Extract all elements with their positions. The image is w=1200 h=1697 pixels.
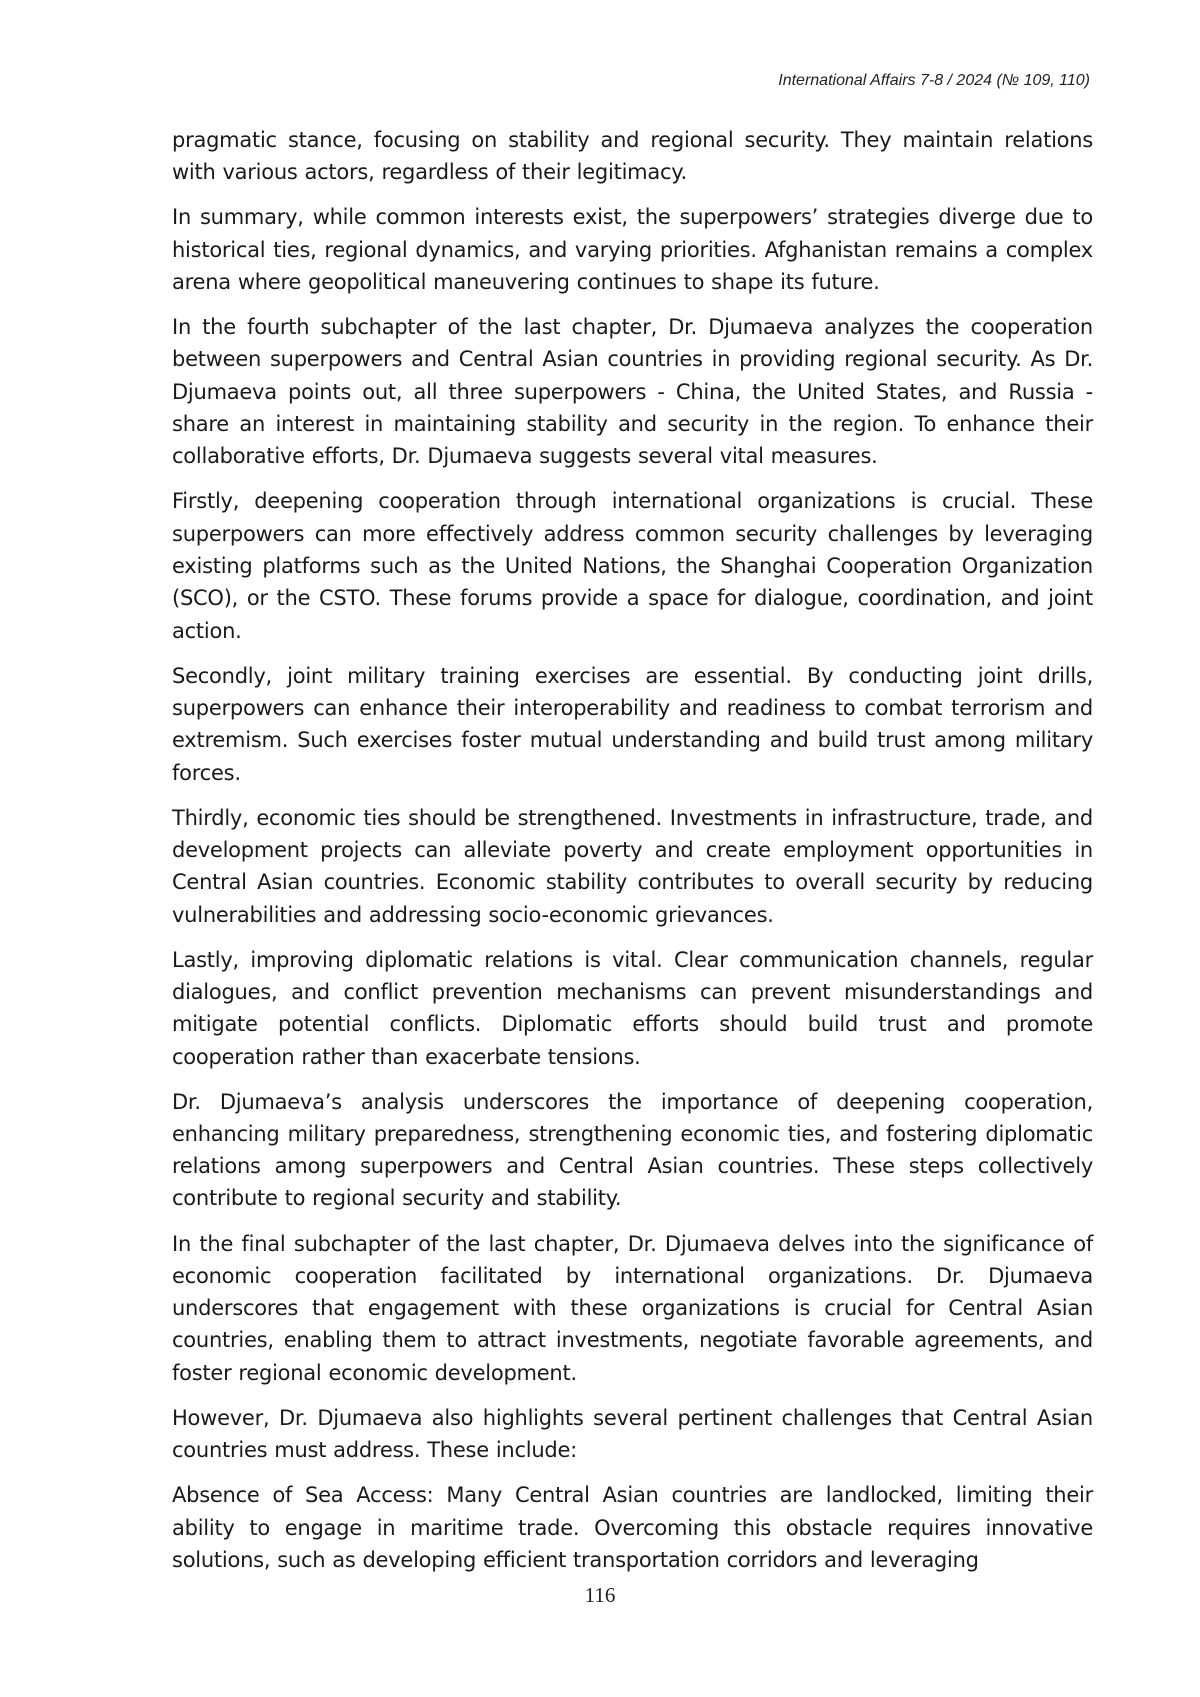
running-header: International Affairs 7-8 / 2024 (№ 109, 110) [778,72,1090,89]
paragraph: In the fourth subchapter of the last chapter, Dr. Djumaeva analyzes the cooperation between superpowers and Central Asian countries in providing regional security. As Dr. Djumaeva points out, all three superpowers - China, the United States, and Russia - share an interest in maintaining stability and security in the region. To enhance their collaborative efforts, Dr. Djumaeva suggests several vital measures. [172,315,1093,469]
paragraph: Firstly, deepening cooperation through international organizations is crucial. These superpowers can more effectively address common security challenges by leveraging existing platforms such as the United Nations, the Shanghai Cooperation Organization (SCO), or the CSTO. These forums provide a space for dialogue, coordination, and joint action. [172,489,1093,643]
paragraph: In the final subchapter of the last chapter, Dr. Djumaeva delves into the significance of economic cooperation facilitated by international organizations. Dr. Djumaeva underscores that engagement with these organizations is crucial for Central Asian countries, enabling them to attract investments, negotiate favorable agreements, and foster regional economic development. [172,1231,1093,1385]
body-text [172,124,1093,1589]
paragraph: pragmatic stance, focusing on stability and regional security. They maintain relations with various actors, regardless of their legitimacy. [172,128,1093,185]
paragraph: In summary, while common interests exist, the superpowers’ strategies diverge due to historical ties, regional dynamics, and varying priorities. Afghanistan remains a complex arena where geopolitical maneuvering continues to shape its future. [172,205,1093,294]
paragraph: Dr. Djumaeva’s analysis underscores the importance of deepening cooperation, enhancing military preparedness, strengthening economic ties, and fostering diplomatic relations among superpowers and Central Asian countries. These steps collectively contribute to regional security and stability. [172,1089,1093,1211]
paragraph: Absence of Sea Access: Many Central Asian countries are landlocked, limiting their ability to engage in maritime trade. Overcoming this obstacle requires innovative solutions, such as developing efficient transportation corridors and leveraging [172,1483,1093,1572]
paragraph: Secondly, joint military training exercises are essential. By conducting joint drills, superpowers can enhance their interoperability and readiness to combat terrorism and extremism. Such exercises foster mutual understanding and build trust among military forces. [172,663,1093,785]
paragraph: Lastly, improving diplomatic relations is vital. Clear communication channels, regular dialogues, and conflict prevention mechanisms can prevent misunderstandings and mitigate potential conflicts. Diplomatic efforts should build trust and promote cooperation rather than exacerbate tensions. [172,947,1093,1069]
page-number: 116 [584,1583,616,1607]
paragraph: However, Dr. Djumaeva also highlights several pertinent challenges that Central Asian countries must address. These include: [172,1405,1093,1463]
paragraph: Thirdly, economic ties should be strengthened. Investments in infrastructure, trade, and development projects can alleviate poverty and create employment opportunities in Central Asian countries. Economic stability contributes to overall security by reducing vulnerabilities and addressing socio-economic grievances. [172,805,1093,927]
